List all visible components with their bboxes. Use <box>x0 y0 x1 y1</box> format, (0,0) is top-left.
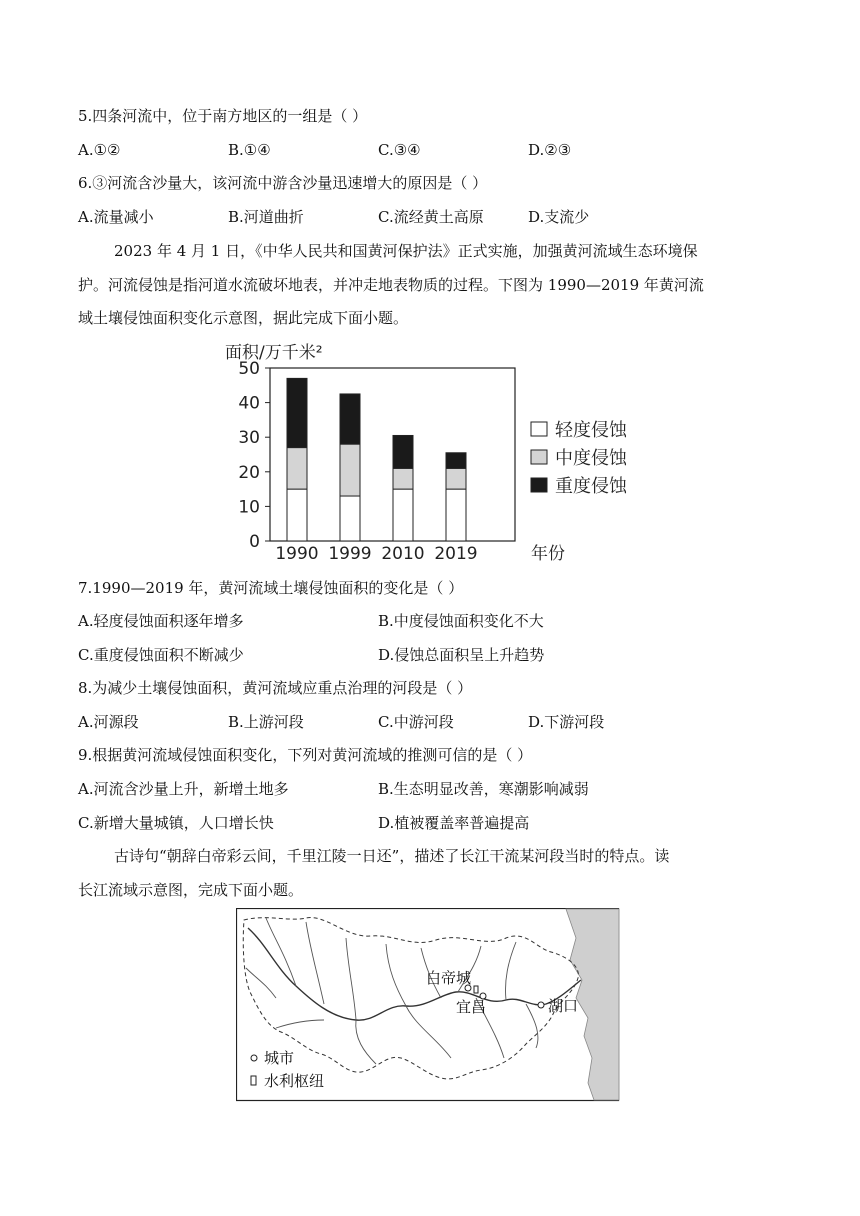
q9-option-b: B.生态明显改善，寒潮影响减弱 <box>378 780 589 798</box>
q8-option-c: C.中游河段 <box>378 713 454 731</box>
legend-hydro-icon <box>251 1076 256 1085</box>
q6-option-c: C.流经黄土高原 <box>378 208 484 226</box>
legend-swatch <box>531 478 547 492</box>
erosion-area-chart <box>215 338 655 563</box>
x-tick-label: 2010 <box>381 544 425 563</box>
q8-option-d: D.下游河段 <box>528 713 605 731</box>
city-yichang-label: 宜昌 <box>456 998 487 1016</box>
y-axis-label: 面积/万千米² <box>225 343 323 363</box>
x-axis-label: 年份 <box>531 544 565 563</box>
city-hukou-label: 湖口 <box>548 997 579 1015</box>
bar-segment-2010-2 <box>393 435 413 468</box>
legend-swatch <box>531 450 547 464</box>
q8-option-a: A.河源段 <box>78 713 139 731</box>
bar-segment-1999-0 <box>340 496 360 541</box>
x-tick-label: 1990 <box>275 544 319 563</box>
q6-stem: 6.③河流含沙量大，该河流中游含沙量迅速增大的原因是（ ） <box>78 174 488 192</box>
passage1-line3: 域土壤侵蚀面积变化示意图，据此完成下面小题。 <box>78 309 409 327</box>
passage1-line2: 护。河流侵蚀是指河道水流破坏地表，并冲走地表物质的过程。下图为 1990—2019 年黄河流 <box>78 276 704 294</box>
passage2-line2: 长江流域示意图，完成下面小题。 <box>78 881 304 899</box>
bar-segment-2010-0 <box>393 489 413 541</box>
bar-segment-1990-0 <box>287 489 307 541</box>
q9-option-a: A.河流含沙量上升，新增土地多 <box>78 780 289 798</box>
bar-segment-2019-0 <box>446 489 466 541</box>
y-tick-label: 30 <box>238 428 260 449</box>
y-tick-label: 40 <box>238 393 260 414</box>
y-tick-label: 10 <box>238 497 260 518</box>
q9-option-c: C.新增大量城镇，人口增长快 <box>78 814 274 832</box>
y-tick-label: 0 <box>249 532 260 552</box>
legend-swatch <box>531 422 547 436</box>
legend-label: 重度侵蚀 <box>555 476 627 497</box>
bar-segment-1999-1 <box>340 444 360 496</box>
q5-option-c: C.③④ <box>378 141 421 159</box>
q8-option-b: B.上游河段 <box>228 713 304 731</box>
city-baidicheng-label: 白帝城 <box>426 969 472 987</box>
legend-label: 中度侵蚀 <box>555 448 627 469</box>
bar-segment-2019-2 <box>446 453 466 469</box>
q5-option-b: B.①④ <box>228 141 271 159</box>
q9-stem: 9.根据黄河流域侵蚀面积变化，下列对黄河流域的推测可信的是（ ） <box>78 746 533 764</box>
legend-hydro-label: 水利枢纽 <box>264 1072 325 1090</box>
bar-segment-1990-1 <box>287 448 307 490</box>
q6-option-b: B.河道曲折 <box>228 208 304 226</box>
bar-segment-2010-1 <box>393 468 413 489</box>
legend-city-label: 城市 <box>264 1049 295 1067</box>
q5-option-a: A.①② <box>78 141 121 159</box>
q5-option-d: D.②③ <box>528 141 572 159</box>
q7-stem: 7.1990—2019 年，黄河流域土壤侵蚀面积的变化是（ ） <box>78 579 464 597</box>
passage1-line1: 2023 年 4 月 1 日，《中华人民共和国黄河保护法》正式实施，加强黄河流域生态环境保 <box>114 242 698 260</box>
y-tick-label: 50 <box>238 359 260 379</box>
bar-segment-1999-2 <box>340 394 360 444</box>
x-tick-label: 2019 <box>434 544 478 563</box>
q7-option-b: B.中度侵蚀面积变化不大 <box>378 612 544 630</box>
yangtze-basin-map <box>236 908 620 1102</box>
q7-option-c: C.重度侵蚀面积不断减少 <box>78 646 244 664</box>
q7-option-a: A.轻度侵蚀面积逐年增多 <box>78 612 244 630</box>
bar-segment-2019-1 <box>446 468 466 489</box>
y-tick-label: 20 <box>238 462 260 483</box>
q6-option-a: A.流量减小 <box>78 208 154 226</box>
q6-option-d: D.支流少 <box>528 208 590 226</box>
passage2-line1: 古诗句“朝辞白帝彩云间，千里江陵一日还”，描述了长江干流某河段当时的特点。读 <box>114 847 670 865</box>
legend-label: 轻度侵蚀 <box>555 420 627 441</box>
dam-marker <box>474 986 478 993</box>
city-hukou-marker <box>538 1002 544 1008</box>
x-tick-label: 1999 <box>328 544 372 563</box>
q9-option-d: D.植被覆盖率普遍提高 <box>378 814 530 832</box>
bar-segment-1990-2 <box>287 378 307 447</box>
q8-stem: 8.为减少土壤侵蚀面积，黄河流域应重点治理的河段是（ ） <box>78 679 473 697</box>
legend-city-icon <box>251 1055 257 1061</box>
q5-stem: 5.四条河流中，位于南方地区的一组是（ ） <box>78 107 368 125</box>
q7-option-d: D.侵蚀总面积呈上升趋势 <box>378 646 545 664</box>
